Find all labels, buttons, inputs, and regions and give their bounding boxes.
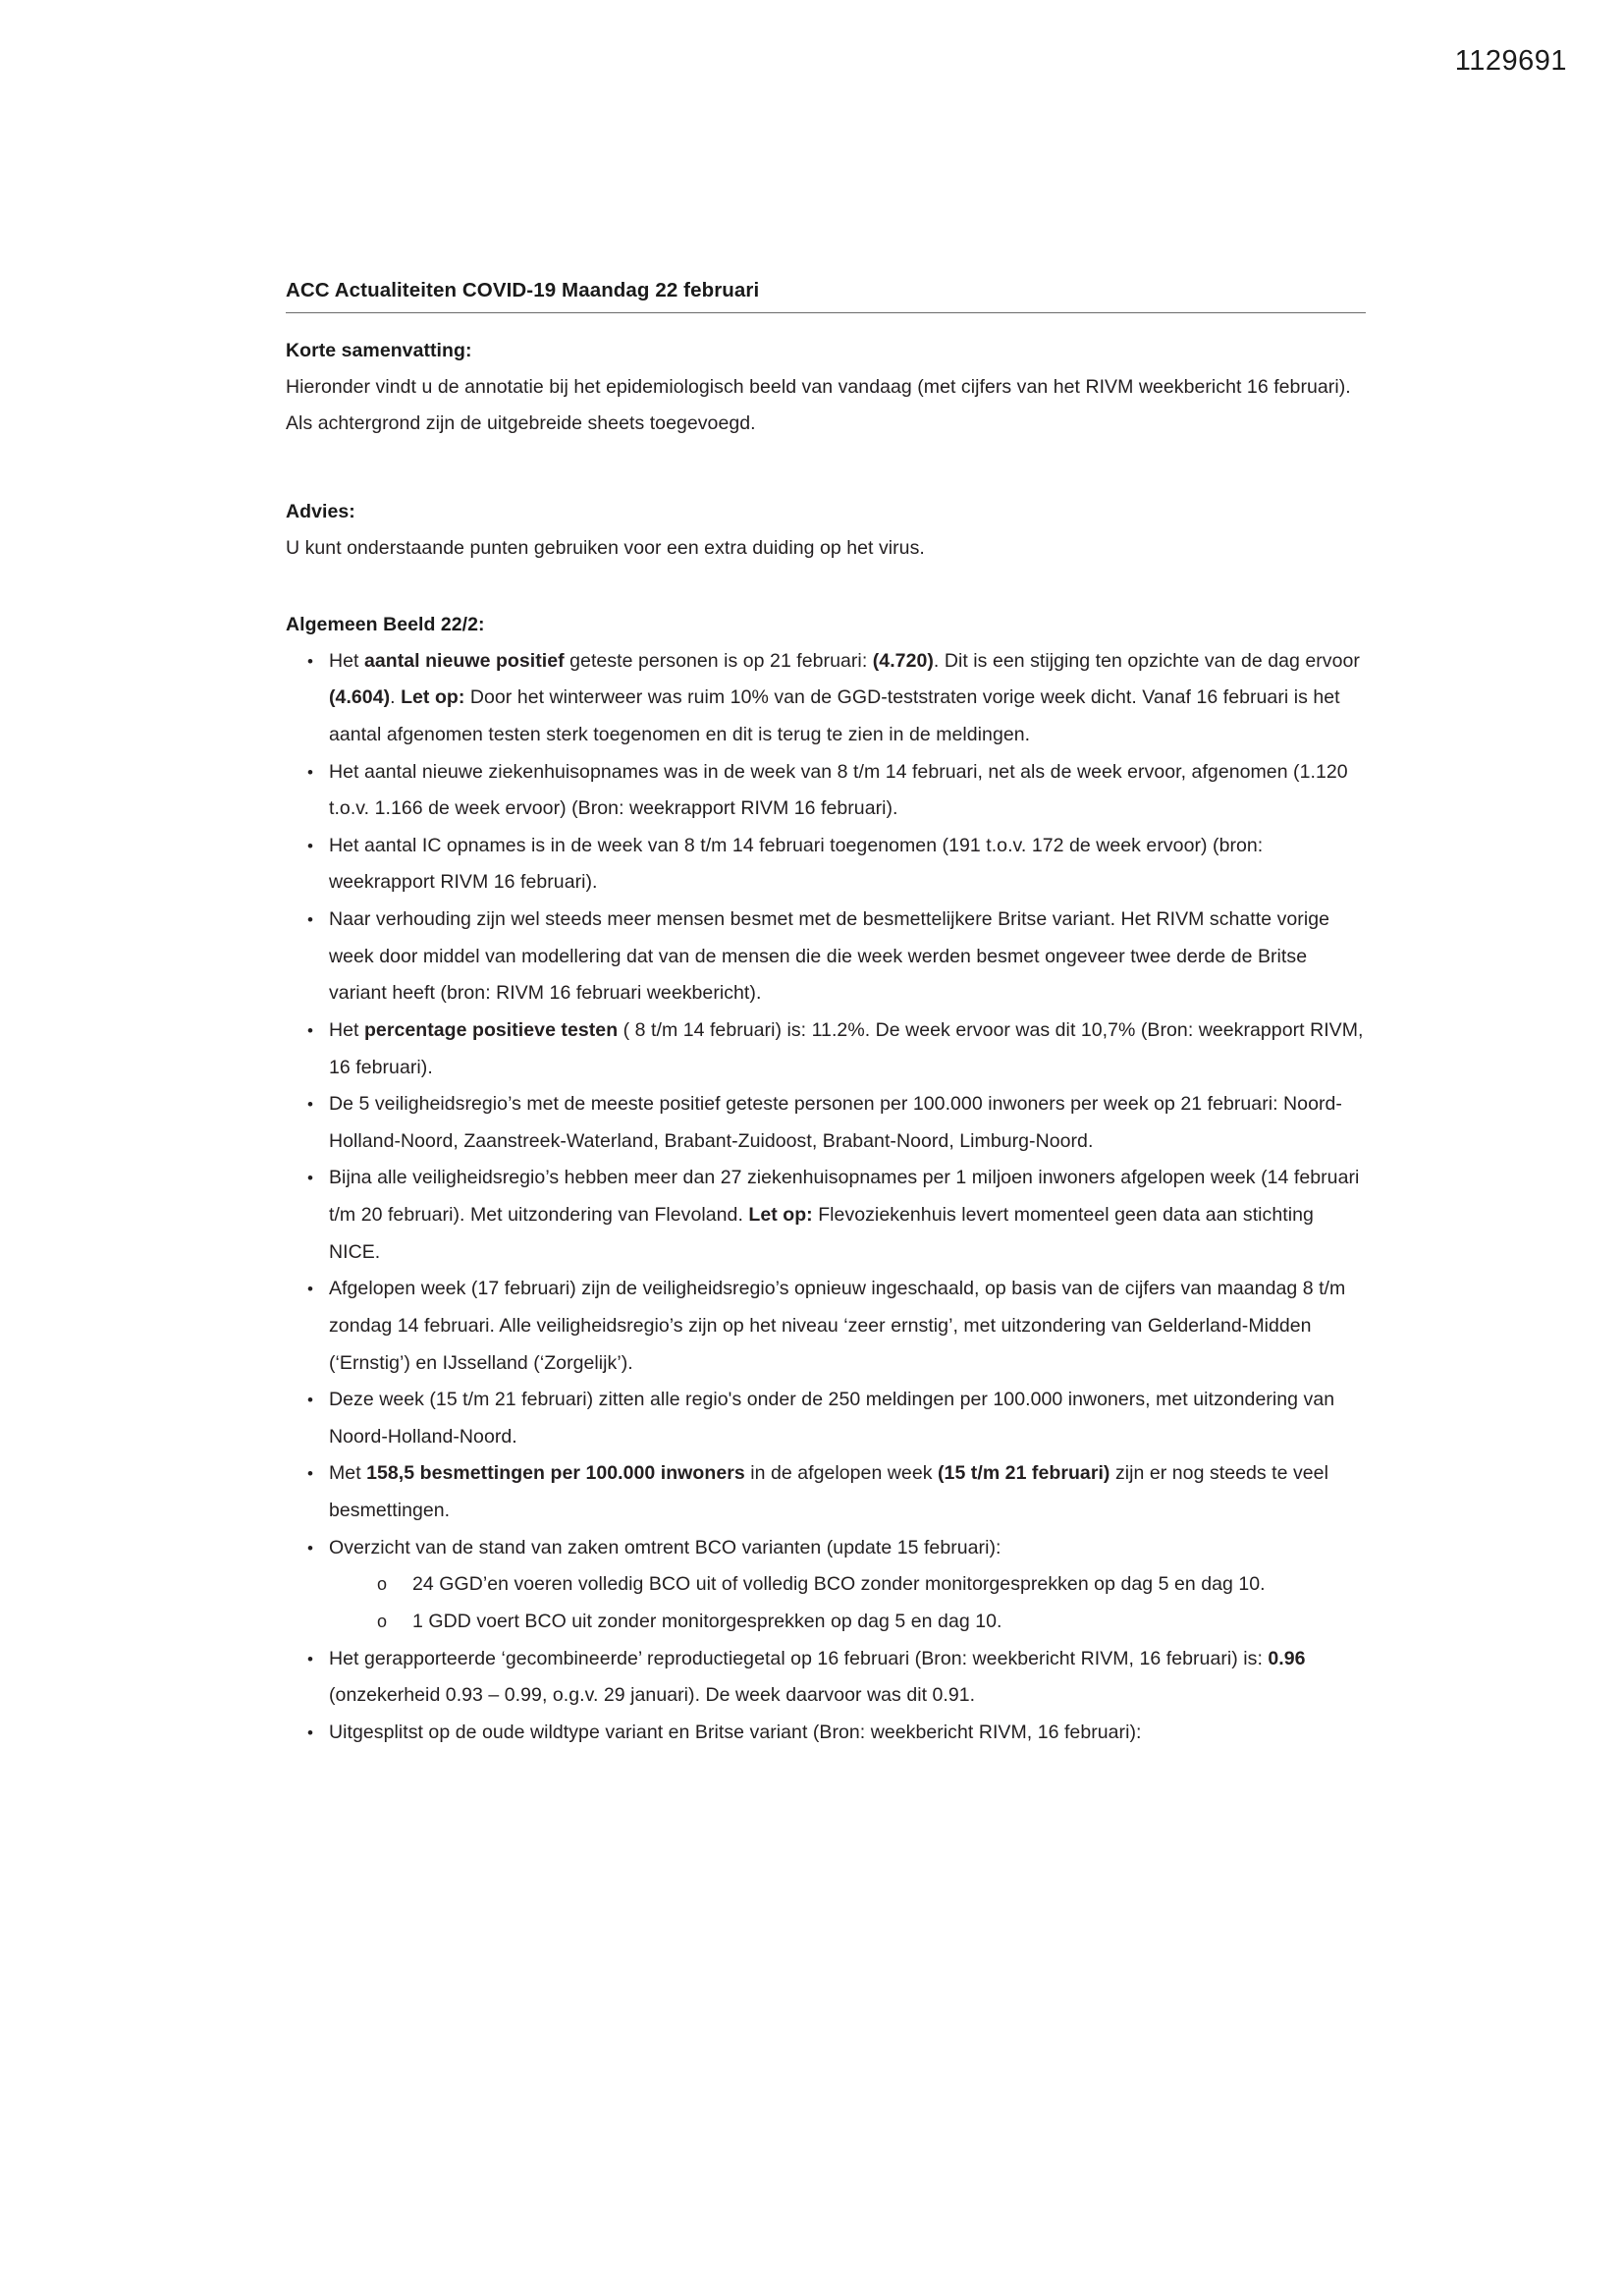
bullet-9-run-1: 158,5 besmettingen per 100.000 inwoners — [366, 1462, 745, 1485]
bullet-8-run-0: Deze week (15 t/m 21 februari) zitten alle regio's onder de 250 meldingen per 100.000 inwoners, met uitzondering van Noord-Holland-Noord. — [329, 1389, 1335, 1448]
bullet-item — [286, 1271, 1366, 1382]
bullet-6-run-1: Let op: — [748, 1204, 813, 1227]
bullet-item — [286, 1530, 1366, 1567]
bullet-0-run-8: Door het winterweer was ruim 10% van de GGD-teststraten vorige week dicht. Vanaf 16 februari is het aantal afgenomen testen sterk toegenomen en dit is terug te zien in de meldingen. — [329, 686, 1340, 745]
sub-bullet-item — [286, 1604, 1366, 1641]
bullet-marker-icon: • — [307, 762, 314, 782]
bullet-marker-icon: • — [307, 1722, 314, 1742]
bullet-0-run-4: . Dit is een stijging ten opzichte van de dag ervoor — [933, 649, 1360, 672]
bullet-4-run-0: Het — [329, 1018, 364, 1041]
bullet-0-run-3: (4.720) — [872, 649, 934, 672]
bullet-item — [286, 643, 1366, 754]
bullet-9-run-3: (15 t/m 21 februari) — [938, 1462, 1110, 1485]
bullet-6-run-2: Flevoziekenhuis levert momenteel geen data aan stichting NICE. — [329, 1204, 1314, 1263]
document-content — [286, 278, 1366, 1751]
spacer-after-summary — [286, 443, 1366, 494]
bullet-0-run-5: (4.604) — [329, 686, 391, 709]
bullet-marker-icon: • — [307, 1169, 314, 1188]
bullet-marker-icon: • — [307, 651, 314, 671]
page-number: 1129691 — [1454, 45, 1567, 77]
bullet-11-run-0: Het gerapporteerde ‘gecombineerde’ reproductiegetal op 16 februari (Bron: weekbericht RIVM, 16 februari) is: — [329, 1647, 1269, 1669]
bullet-marker-icon: • — [307, 1095, 314, 1115]
bullet-item — [286, 1086, 1366, 1160]
bullet-10-sub-1-run-0: 1 GDD voert BCO uit zonder monitorgesprekken op dag 5 en dag 10. — [412, 1610, 1002, 1632]
bullet-9-run-4: zijn er nog steeds te veel besmettingen. — [329, 1462, 1328, 1522]
bullet-12-run-0: Uitgesplitst op de oude wildtype variant en Britse variant (Bron: weekbericht RIVM, 16 februari): — [329, 1721, 1142, 1743]
bullet-item — [286, 1382, 1366, 1455]
bullet-item — [286, 1160, 1366, 1271]
bullet-marker-icon: • — [307, 910, 314, 930]
sub-bullet-marker-icon: o — [377, 1611, 388, 1631]
advice-body: U kunt onderstaande punten gebruiken voor een extra duiding op het virus. — [286, 536, 925, 559]
bullet-item — [286, 754, 1366, 828]
bullet-11-run-2: (onzekerheid 0.93 – 0.99, o.g.v. 29 januari). De week daarvoor was dit 0.91. — [329, 1684, 976, 1707]
bullet-0-run-1: aantal nieuwe positief — [363, 649, 570, 672]
bullet-0-run-6: . — [390, 686, 402, 709]
bullet-0-run-2: geteste personen is op 21 februari: — [569, 649, 873, 672]
sub-bullet-item — [286, 1566, 1366, 1604]
bullet-5-run-0: De 5 veiligheidsregio’s met de meeste positief geteste personen per 100.000 inwoners per week op 21 februari: Noord-Holland-Noord, Zaanstreek-Waterland, Brabant-Zuidoost, Brabant-Noord, Limburg-Noord. — [329, 1093, 1342, 1152]
bullet-7-run-0: Afgelopen week (17 februari) zijn de veiligheidsregio’s opnieuw ingeschaald, op basis van de cijfers van maandag 8 t/m zondag 14 februari. Alle veiligheidsregio’s zijn op het niveau ‘zeer ernstig’, met uitzondering van Gelderland-Midden (‘Ernstig’) en IJsselland (‘Zorgelijk’). — [329, 1278, 1346, 1374]
advice-heading: Advies: — [286, 500, 355, 522]
bullet-item — [286, 828, 1366, 902]
general-heading: Algemeen Beeld 22/2: — [286, 613, 485, 635]
bullet-marker-icon: • — [307, 1538, 314, 1558]
summary-heading: Korte samenvatting: — [286, 339, 472, 361]
bullet-4-run-2: ( 8 t/m 14 februari) is: 11.2%. De week ervoor was dit 10,7% (Bron: weekrapport RIVM, 16 februari). — [329, 1018, 1364, 1078]
sub-bullet-list — [286, 1566, 1366, 1640]
sub-bullet-container — [286, 1566, 1366, 1640]
bullet-item — [286, 1715, 1366, 1752]
bullet-0-run-0: Het — [329, 649, 364, 672]
bullet-marker-icon: • — [307, 1020, 314, 1040]
spacer-after-advice — [286, 568, 1366, 607]
general-bullet-list — [286, 643, 1366, 1752]
bullet-3-run-0: Naar verhouding zijn wel steeds meer mensen besmet met de besmettelijkere Britse variant. Het RIVM schatte vorige week door middel van modellering dat van de mensen die die week werden besmet ongeveer twee derde de Britse variant heeft (bron: RIVM 16 februari weekbericht). — [329, 908, 1330, 1005]
bullet-marker-icon: • — [307, 1649, 314, 1668]
bullet-11-run-1: 0.96 — [1268, 1647, 1306, 1669]
bullet-10-sub-0-run-0: 24 GGD’en voeren volledig BCO uit of volledig BCO zonder monitorgesprekken op dag 5 en dag 10. — [412, 1573, 1266, 1596]
bullet-item — [286, 902, 1366, 1012]
bullet-1-run-0: Het aantal nieuwe ziekenhuisopnames was in de week van 8 t/m 14 februari, net als de week ervoor, afgenomen (1.120 t.o.v. 1.166 de week ervoor) (Bron: weekrapport RIVM 16 februari). — [329, 760, 1348, 820]
bullet-item — [286, 1455, 1366, 1529]
summary-body: Hieronder vindt u de annotatie bij het epidemiologisch beeld van vandaag (met cijfers van het RIVM weekbericht 16 februari). Als achtergrond zijn de uitgebreide sheets toegevoegd. — [286, 375, 1351, 435]
title-divider — [286, 312, 1366, 313]
bullet-6-run-0: Bijna alle veiligheidsregio’s hebben meer dan 27 ziekenhuisopnames per 1 miljoen inwoners afgelopen week (14 februari t/m 20 februari). Met uitzondering van Flevoland. — [329, 1167, 1360, 1227]
bullet-marker-icon: • — [307, 836, 314, 855]
bullet-2-run-0: Het aantal IC opnames is in de week van 8 t/m 14 februari toegenomen (191 t.o.v. 172 de week ervoor) (bron: weekrapport RIVM 16 februari). — [329, 834, 1264, 894]
sub-bullet-marker-icon: o — [377, 1574, 388, 1595]
bullet-9-run-0: Met — [329, 1462, 367, 1485]
bullet-marker-icon: • — [307, 1464, 314, 1484]
bullet-4-run-1: percentage positieve testen — [363, 1018, 619, 1041]
bullet-0-run-7: Let op: — [401, 686, 465, 709]
bullet-marker-icon: • — [307, 1391, 314, 1410]
bullet-item — [286, 1641, 1366, 1715]
bullet-item — [286, 1012, 1366, 1086]
bullet-9-run-2: in de afgelopen week — [744, 1462, 938, 1485]
bullet-marker-icon: • — [307, 1280, 314, 1299]
bullet-10-run-0: Overzicht van de stand van zaken omtrent BCO varianten (update 15 februari): — [329, 1536, 1001, 1558]
page-title: ACC Actualiteiten COVID-19 Maandag 22 februari — [286, 279, 760, 301]
